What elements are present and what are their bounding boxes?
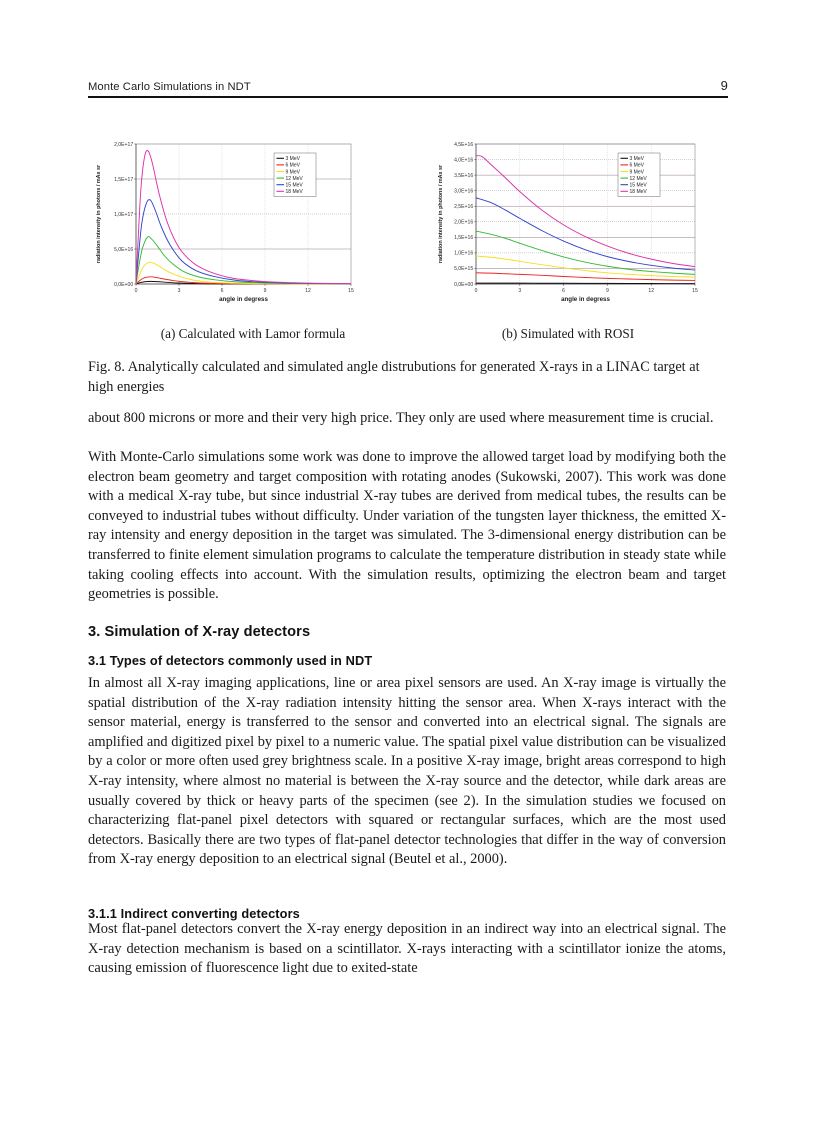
legend-label: 9 MeV: [629, 169, 644, 176]
subfigure-a: [88, 134, 384, 310]
legend-label: 18 MeV: [629, 189, 647, 196]
svg-text:6: 6: [220, 288, 224, 294]
svg-text:12: 12: [305, 288, 311, 294]
svg-text:2,0E+17: 2,0E+17: [114, 141, 134, 148]
series-3-mev: [476, 283, 695, 284]
legend-label: 9 MeV: [285, 169, 300, 176]
svg-text:3,0E+16: 3,0E+16: [454, 188, 474, 195]
figure-caption: Fig. 8. Analytically calculated and simulated angle distrubutions for generated X-rays in a LINAC target at high energies: [88, 359, 700, 395]
svg-text:3: 3: [518, 288, 522, 294]
figure-8: [88, 134, 728, 310]
svg-text:9: 9: [605, 288, 609, 294]
legend-label: 15 MeV: [285, 182, 303, 189]
svg-text:1,0E+16: 1,0E+16: [454, 250, 474, 257]
paragraph-3: [88, 674, 726, 870]
svg-text:1,0E+17: 1,0E+17: [114, 211, 134, 218]
svg-text:3,5E+16: 3,5E+16: [454, 172, 474, 179]
legend-label: 18 MeV: [285, 189, 303, 196]
paragraph-4: [88, 920, 726, 979]
paragraph-1: [88, 409, 726, 429]
legend-label: 3 MeV: [629, 156, 644, 163]
legend-label: 15 MeV: [629, 182, 647, 189]
svg-text:5,0E+15: 5,0E+15: [454, 266, 474, 273]
svg-text:5,0E+16: 5,0E+16: [114, 246, 134, 253]
chart-b: [432, 134, 728, 310]
svg-text:2,0E+16: 2,0E+16: [454, 219, 474, 226]
svg-text:6: 6: [562, 288, 566, 294]
paragraph-text: With Monte-Carlo simulations some work was done to improve the allowed target load by modifying both the electron beam geometry and target composition with rotating anodes (Sukowski, 2007). This work was done with a medical X-ray tube, but since industrial X-ray tubes are derived from medical tubes, the results can be conveyed to industrial tubes without difficulty. Under variation of the tungsten layer thickness, the emitted X-ray intensity and energy deposition in the target was simulated. The 3-dimensional energy distribution can be transferred to finite element simulation programs to calculate the temperature distribution in steady state while taking cooling effects into account. With the simulation results, optimizing the electron beam and target geometries is possible.: [88, 449, 726, 603]
section-heading-3-1-1: 3.1.1 Indirect converting detectors: [88, 906, 300, 921]
svg-text:0,0E+00: 0,0E+00: [114, 281, 134, 288]
page-number: 9: [720, 78, 728, 93]
svg-text:15: 15: [348, 288, 354, 294]
svg-text:9: 9: [263, 288, 267, 294]
legend-label: 12 MeV: [629, 175, 647, 182]
svg-text:0,0E+00: 0,0E+00: [454, 281, 474, 288]
svg-text:4,5E+16: 4,5E+16: [454, 141, 474, 148]
svg-text:0: 0: [474, 288, 478, 294]
svg-text:0: 0: [134, 288, 138, 294]
page-header: [88, 78, 728, 93]
svg-text:3: 3: [177, 288, 181, 294]
svg-text:12: 12: [648, 288, 655, 294]
paragraph-2: [88, 448, 726, 605]
subcaption-row: [88, 326, 728, 342]
svg-text:angle in degress: angle in degress: [219, 296, 268, 303]
section-heading-3: 3. Simulation of X-ray detectors: [88, 624, 311, 640]
legend-label: 3 MeV: [285, 156, 300, 163]
header-rule: [88, 96, 728, 98]
svg-text:radiation intensity in photons: radiation intensity in photons / mAs sr: [96, 164, 102, 264]
paragraph-text: about 800 microns or more and their very high price. They only are used where measurement time is crucial.: [88, 410, 714, 426]
legend-label: 6 MeV: [285, 162, 300, 169]
svg-text:radiation intensity in photons: radiation intensity in photons / mAs sr: [438, 164, 444, 264]
chart-a: [88, 134, 384, 310]
subcaption-a: (a) Calculated with Lamor formula: [160, 326, 346, 341]
section-heading-3-1: 3.1 Types of detectors commonly used in NDT: [88, 653, 373, 668]
svg-text:angle in degress: angle in degress: [561, 296, 610, 303]
paragraph-text: Most flat-panel detectors convert the X-ray energy deposition in an indirect way into an electrical signal. The X-ray detection mechanism is based on a scintillator. X-rays interacting with a scintillator ionize the atoms, causing emission of fluorescence light due to exited-state: [88, 921, 726, 977]
subfigure-b: [432, 134, 728, 310]
subcaption-b: (b) Simulated with ROSI: [501, 326, 635, 341]
running-title: Monte Carlo Simulations in NDT: [88, 81, 251, 93]
svg-text:1,5E+16: 1,5E+16: [454, 235, 474, 242]
legend-label: 6 MeV: [629, 162, 644, 169]
svg-text:4,0E+16: 4,0E+16: [454, 157, 474, 164]
svg-text:15: 15: [692, 288, 698, 294]
paragraph-text: In almost all X-ray imaging applications, line or area pixel sensors are used. An X-ray image is virtually the spatial distribution of the X-ray radiation intensity hitting the sensor area. When X-rays interact with the sensor material, energy is transferred to the sensor and converted into an electrical signal. The signals are amplified and digitized pixel by pixel to a numeric value. The spatial pixel value distribution can be visualized by a color or more often used grey brightness scale. In a positive X-ray image, bright areas correspond to high X-ray intensity, where almost no material is between the X-ray source and the detector, while dark areas are usually covered by thick or heavy parts of the specimen (see 2). In the simulation studies we focused on characterizing flat-panel pixel detectors with squared or rectangular surfaces, which are the most used detectors. Basically there are two types of flat-panel detector technologies that differ in the way of conversion from X-ray energy deposition to an electrical signal (Beutel et al., 2000).: [88, 675, 726, 868]
svg-text:1,5E+17: 1,5E+17: [114, 176, 134, 183]
legend-label: 12 MeV: [285, 175, 303, 182]
svg-text:2,5E+16: 2,5E+16: [454, 204, 474, 211]
